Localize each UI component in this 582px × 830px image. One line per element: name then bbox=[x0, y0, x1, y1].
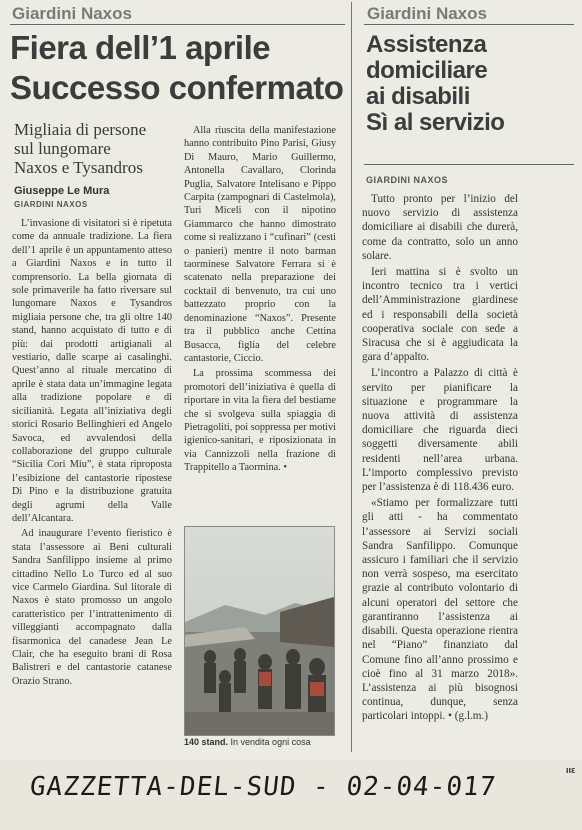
right-byline-location: GIARDINI NAXOS bbox=[366, 175, 449, 185]
photo-caption-bold: 140 stand. bbox=[184, 737, 229, 747]
left-article-column-1 bbox=[12, 217, 172, 688]
right-article-column bbox=[362, 192, 518, 724]
right-headline-line3: ai disabili bbox=[366, 83, 470, 110]
body-paragraph: «Stiamo per formalizzare tutti gli atti - ha commentato l’assessore ai Servizi sociali Sandra Sanfilippo. Comunque assicuro i familiari che il servizio non verrà sospeso, ma esercitato grazie al contributo volontario di alcuni operatori del settore che garantiranno l’assistenza ai disabili. Questa operazione rientra nel “Piano” finanziato dal Comune fino all’anno prossimo e cioè fino al 31 marzo 2018». L’assistenza ai più bisognosi continua, dunque, senza particolari intoppi. • (g.l.m.) bbox=[362, 497, 518, 723]
fair-photo bbox=[184, 526, 335, 736]
headline-rule bbox=[364, 164, 574, 165]
column-divider bbox=[351, 2, 352, 752]
right-headline-line4: Sì al servizio bbox=[366, 109, 505, 136]
left-deck-line3: Naxos e Tysandros bbox=[14, 158, 143, 177]
body-paragraph: Alla riuscita della manifestazione hanno contribuito Pino Parisi, Giusy Di Mauro, Mario Guillermo, Antonella Cavallaro, Clorinda Puglia, Salvatore Intelisano e Pippo Carpita (zampognari di Castelmola), Turi Miceli con il nipotino Giammarco che hanno dimostrato come si realizzano i “cufinari” (cesti o panieri) mentre il noto barman taorminese Salvatore Ferrara si è scatenato nella preparazione dei cocktail di benvenuto, tra cui uno battezzato proprio con la denominazione “Naxos”. Presente tra il pubblico anche Cettina Busacca, figlia del celebre cantastorie, Ciccio. bbox=[184, 125, 336, 364]
body-paragraph: Ieri mattina si è svolto un incontro tecnico tra i vertici dell’Amministrazione giardinese ed i responsabili della società cooperativa sociale con sede a Siracusa che si è aggiudicata la gara d’appalto. bbox=[362, 266, 518, 364]
byline-author: Giuseppe Le Mura bbox=[14, 185, 110, 197]
body-paragraph: Tutto pronto per l’inizio del nuovo servizio di assistenza domiciliare ai disabili che durerà, come da contratto, solo un anno solare. bbox=[362, 193, 518, 262]
byline-location: GIARDINI NAXOS bbox=[14, 200, 88, 209]
kicker-rule bbox=[364, 24, 574, 25]
photo-caption-text: In vendita ogni cosa bbox=[228, 737, 311, 747]
photo-caption bbox=[184, 737, 311, 747]
right-headline-line1: Assistenza bbox=[366, 31, 487, 58]
body-paragraph: La prossima scommessa dei promotori dell’iniziativa è quella di riportare in vita la fiera del bestiame che si svolgeva sulla spiaggia di Pietragoliti, poi soppressa per motivi igienico-sanitari, e riposizionata in via Cannizzoli nella frazione di Trappitello a Taormina. • bbox=[184, 368, 336, 474]
left-deck-line2: sul lungomare bbox=[14, 139, 111, 158]
left-kicker: Giardini Naxos bbox=[12, 4, 132, 23]
body-paragraph: L’incontro a Palazzo di città è servito per pianificare la situazione e programmare la nuova attività di assistenza domiciliare che riguarda dieci soggetti diversamente abili residenti nell’area urbana. L’importo complessivo previsto per l’assistenza è di 118.436 euro. bbox=[362, 367, 518, 494]
left-headline-line1: Fiera dell’1 aprile bbox=[10, 29, 271, 66]
body-paragraph: L’invasione di visitatori si è ripetuta come da annuale tradizione. La fiera dell’1 aprile è un appuntamento atteso a Giardini Naxos e in tutto il comprensorio. La bella giornata di sole primaverile ha fatto riversare sul lungomare Naxos e Tysandros migliaia persone che, tra gli oltre 140 stand, hanno acquistato di tutto e di più: dai prodotti artigianali al vestiario, dalle scarpe ai casalinghi. Quest’anno al rituale mercatino di aprile è stata data un’immagine legata alla tradizione popolare e di sicilianità. Legata all’iniziativa degli storici Rosario Bellinghieri ed Angelo Savoca, ed avvalendosi della collaborazione del gruppo culturale “Sicilia Cori Miu”, è stata riproposta l’esibizione del cantastorie ripostese Di Pino e la distribuzione gratuita degli agrumi della Valle dell’Alcantara. bbox=[12, 218, 172, 524]
kicker-rule bbox=[10, 24, 345, 25]
body-paragraph: Ad inaugurare l’evento fieristico è stata l’assessore ai Beni culturali Sandra Sanfilippo insieme al primo cittadino Nello Lo Turco ed al suo vice Carmelo Giardina. Sul litorale di Naxos è stato promosso un angolo caratteristico per l’intrattenimento di villeggianti accompagnato dalla fisarmonica del canadese Jean Le Clair, che ha eseguito brani di Rosa Balistreri e del cantastorie catanese Orazio Strano. bbox=[12, 528, 172, 687]
right-headline-line2: domiciliare bbox=[366, 57, 488, 84]
left-headline-line2: Successo confermato bbox=[10, 69, 344, 106]
edge-fragment: ιιε bbox=[566, 765, 576, 775]
left-article-column-2 bbox=[184, 124, 336, 475]
handwritten-source-note: GAZZETTA-DEL-SUD - 02-04-017 bbox=[28, 772, 498, 802]
right-kicker: Giardini Naxos bbox=[367, 4, 487, 23]
left-deck-line1: Migliaia di persone bbox=[14, 120, 147, 139]
